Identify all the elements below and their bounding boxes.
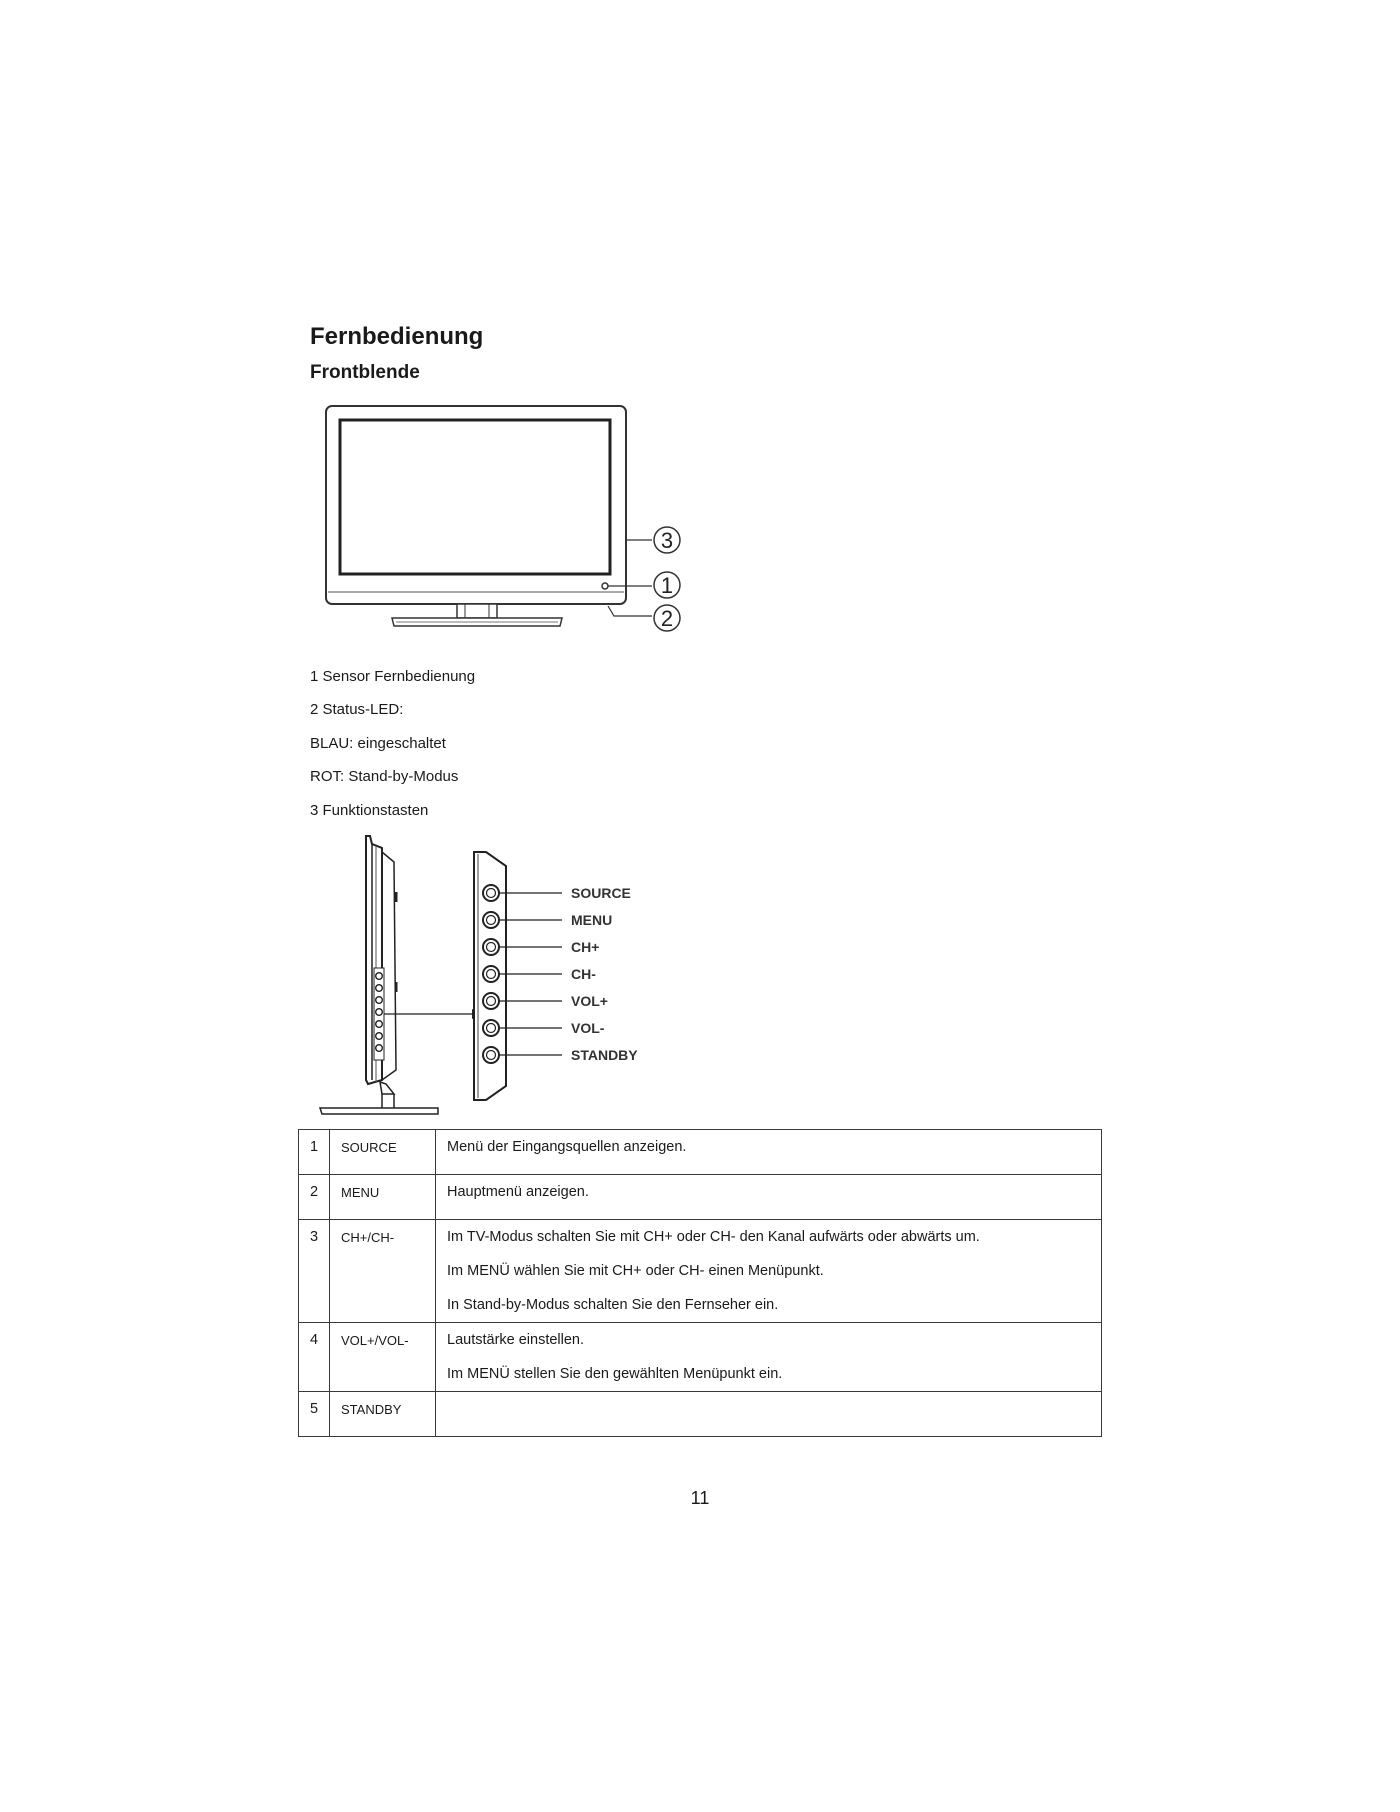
table-row bbox=[299, 1323, 1102, 1392]
row-number: 1 bbox=[299, 1130, 330, 1175]
legend-item: BLAU: eingeschaltet bbox=[310, 735, 446, 752]
row-description bbox=[447, 1392, 1101, 1426]
button-label-vol-plus: VOL+ bbox=[571, 993, 608, 1009]
button-label-ch-plus: CH+ bbox=[571, 939, 600, 955]
button-label-standby: STANDBY bbox=[571, 1047, 638, 1063]
callout-2-label: 2 bbox=[660, 606, 674, 631]
row-description: Im TV-Modus schalten Sie mit CH+ oder CH- den Kanal aufwärts oder abwärts um. bbox=[447, 1229, 980, 1245]
page-title: Fernbedienung bbox=[310, 323, 484, 350]
row-description: Hauptmenü anzeigen. bbox=[447, 1184, 589, 1200]
legend-item: 3 Funktionstasten bbox=[310, 802, 429, 819]
callout-3-label: 3 bbox=[660, 528, 674, 553]
legend-item: 1 Sensor Fernbedienung bbox=[310, 668, 476, 685]
row-key: STANDBY bbox=[330, 1392, 436, 1437]
row-key: VOL+/VOL- bbox=[330, 1323, 436, 1392]
callout-1-label: 1 bbox=[660, 573, 674, 598]
table-row bbox=[299, 1392, 1102, 1437]
row-key: CH+/CH- bbox=[330, 1220, 436, 1323]
legend-item: 2 Status-LED: bbox=[310, 701, 404, 718]
button-label-vol-minus: VOL- bbox=[571, 1020, 605, 1036]
row-number: 4 bbox=[299, 1323, 330, 1392]
legend-item: ROT: Stand-by-Modus bbox=[310, 768, 459, 785]
row-description: In Stand-by-Modus schalten Sie den Fernseher ein. bbox=[447, 1297, 779, 1313]
table-row bbox=[299, 1130, 1102, 1175]
row-description: Im MENÜ wählen Sie mit CH+ oder CH- einen Menüpunkt. bbox=[447, 1263, 824, 1279]
section-title: Frontblende bbox=[310, 362, 420, 383]
row-description: Lautstärke einstellen. bbox=[447, 1332, 585, 1348]
row-key: SOURCE bbox=[330, 1130, 436, 1175]
page-number: 11 bbox=[690, 1488, 710, 1508]
row-number: 2 bbox=[299, 1175, 330, 1220]
remote-sensor-icon bbox=[602, 583, 608, 589]
row-number: 3 bbox=[299, 1220, 330, 1323]
tv-front-illustration bbox=[300, 400, 700, 650]
button-label-menu: MENU bbox=[571, 912, 613, 928]
button-label-ch-minus: CH- bbox=[571, 966, 596, 982]
tv-side-illustration bbox=[310, 832, 660, 1122]
row-number: 5 bbox=[299, 1392, 330, 1437]
table-row bbox=[299, 1220, 1102, 1323]
row-key: MENU bbox=[330, 1175, 436, 1220]
button-label-source: SOURCE bbox=[571, 885, 631, 901]
row-description: Menü der Eingangsquellen anzeigen. bbox=[447, 1139, 687, 1155]
function-key-table bbox=[298, 1129, 1102, 1437]
row-description: Im MENÜ stellen Sie den gewählten Menüpunkt ein. bbox=[447, 1366, 783, 1382]
table-row bbox=[299, 1175, 1102, 1220]
